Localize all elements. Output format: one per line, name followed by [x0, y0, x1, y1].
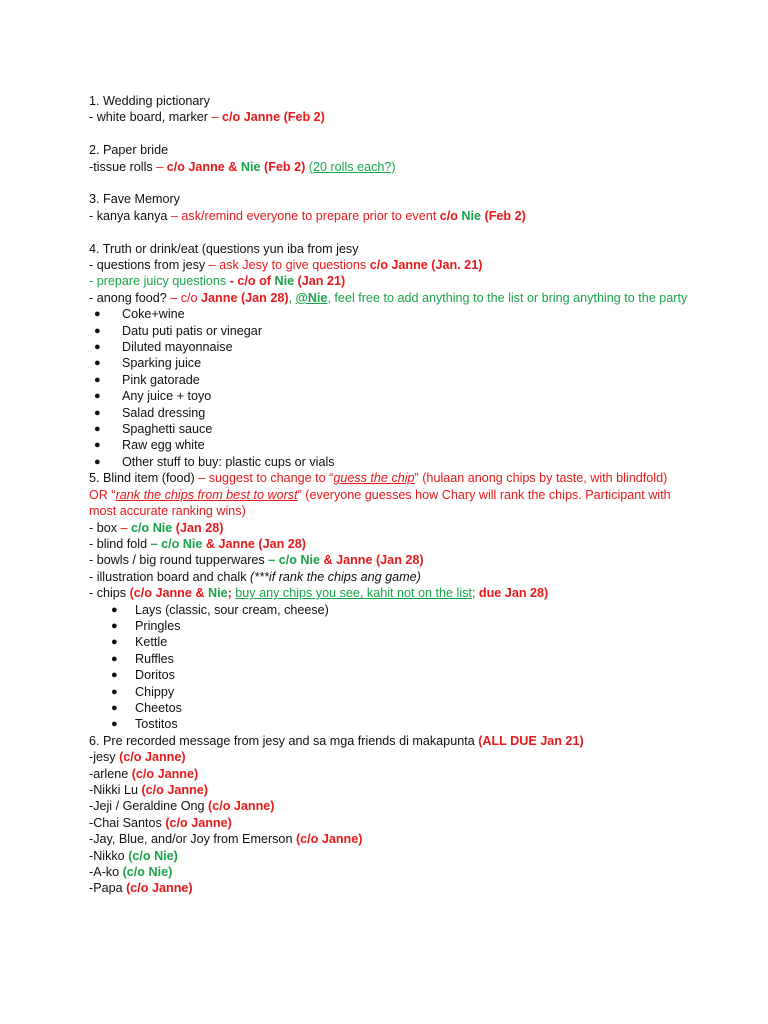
section-4-line-1: - questions from jesy – ask Jesy to give questions c/o Janne (Jan. 21)	[89, 258, 483, 273]
list-item: -Papa (c/o Janne)	[89, 881, 193, 896]
list-item: -Jeji / Geraldine Ong (c/o Janne)	[89, 799, 275, 814]
list-item: ● Sparking juice	[94, 356, 202, 371]
list-item: ● Spaghetti sauce	[94, 422, 213, 437]
list-item: ● Ruffles	[111, 651, 174, 666]
section-2-line: -tissue rolls – c/o Janne & Nie (Feb 2) (20 rolls each?)	[89, 159, 396, 174]
section-5-line-5: - chips (c/o Janne & Nie; buy any chips you see, kahit not on the list; due Jan 28)	[89, 586, 549, 601]
list-item: -Jay, Blue, and/or Joy from Emerson (c/o Janne)	[89, 832, 363, 847]
list-item: ● Any juice + toyo	[94, 389, 212, 404]
section-5-line-2: - blind fold – c/o Nie & Janne (Jan 28)	[89, 536, 306, 551]
buy-chips-link[interactable]: buy any chips you see, kahit not on the list	[235, 586, 472, 601]
section-2-heading: 2. Paper bride	[89, 143, 169, 158]
section-5-line-1: - box – c/o Nie (Jan 28)	[89, 520, 224, 535]
list-item: ● Salad dressing	[94, 405, 206, 420]
section-4-heading: 4. Truth or drink/eat (questions yun iba from jesy	[89, 241, 359, 256]
rolls-link[interactable]: (20 rolls each?)	[308, 159, 396, 174]
section-4-line-2: - prepare juicy questions - c/o of Nie (Jan 21)	[89, 274, 346, 289]
list-item: ● Kettle	[111, 635, 168, 650]
list-item: ● Datu puti patis or vinegar	[94, 323, 263, 338]
list-item: ● Pink gatorade	[94, 372, 200, 387]
list-item: -A-ko (c/o Nie)	[89, 865, 173, 880]
list-item: ● Pringles	[111, 618, 181, 633]
section-1-heading: 1. Wedding pictionary	[89, 94, 210, 108]
list-item: ● Other stuff to buy: plastic cups or vials	[94, 454, 335, 469]
list-item: ● Chippy	[111, 684, 175, 699]
chips-list	[89, 602, 689, 733]
document-body	[89, 93, 689, 897]
section-5-line-3: - bowls / big round tupperwares – c/o Nie & Janne (Jan 28)	[89, 553, 424, 568]
list-item: -jesy (c/o Janne)	[89, 750, 186, 765]
list-item: ● Coke+wine	[94, 307, 185, 322]
section-4-line-3: - anong food? – c/o Janne (Jan 28), @Nie, feel free to add anything to the list or bring anything to the party	[89, 290, 688, 305]
list-item: -arlene (c/o Janne)	[89, 766, 199, 781]
section-1-line: - white board, marker – c/o Janne (Feb 2)	[89, 110, 325, 125]
section-3-heading: 3. Fave Memory	[89, 192, 180, 207]
section-3-line: - kanya kanya – ask/remind everyone to prepare prior to event c/o Nie (Feb 2)	[89, 208, 526, 223]
food-list	[89, 306, 689, 470]
section-5-heading: 5. Blind item (food) – suggest to change to “guess the chip” (hulaan anong chips by taste, with blindfold) OR “rank the chips from best to worst” (everyone guesses how Chary will rank the chips. Participant with most accurate ranking wins)	[89, 471, 671, 519]
list-item: ● Diluted mayonnaise	[94, 340, 233, 355]
section-5-line-4: - illustration board and chalk (***if rank the chips ang game)	[89, 569, 421, 584]
list-item: -Chai Santos (c/o Janne)	[89, 815, 232, 830]
people-list	[89, 749, 689, 897]
section-6-heading: 6. Pre recorded message from jesy and sa mga friends di makapunta (ALL DUE Jan 21)	[89, 733, 584, 748]
list-item: -Nikki Lu (c/o Janne)	[89, 783, 208, 798]
nie-mention-link[interactable]: @Nie	[295, 290, 328, 305]
list-item: ● Tostitos	[111, 717, 178, 732]
list-item: ● Raw egg white	[94, 438, 205, 453]
list-item: ● Lays (classic, sour cream, cheese)	[111, 602, 329, 617]
list-item: ● Cheetos	[111, 700, 182, 715]
list-item: ● Doritos	[111, 668, 175, 683]
list-item: -Nikko (c/o Nie)	[89, 848, 178, 863]
